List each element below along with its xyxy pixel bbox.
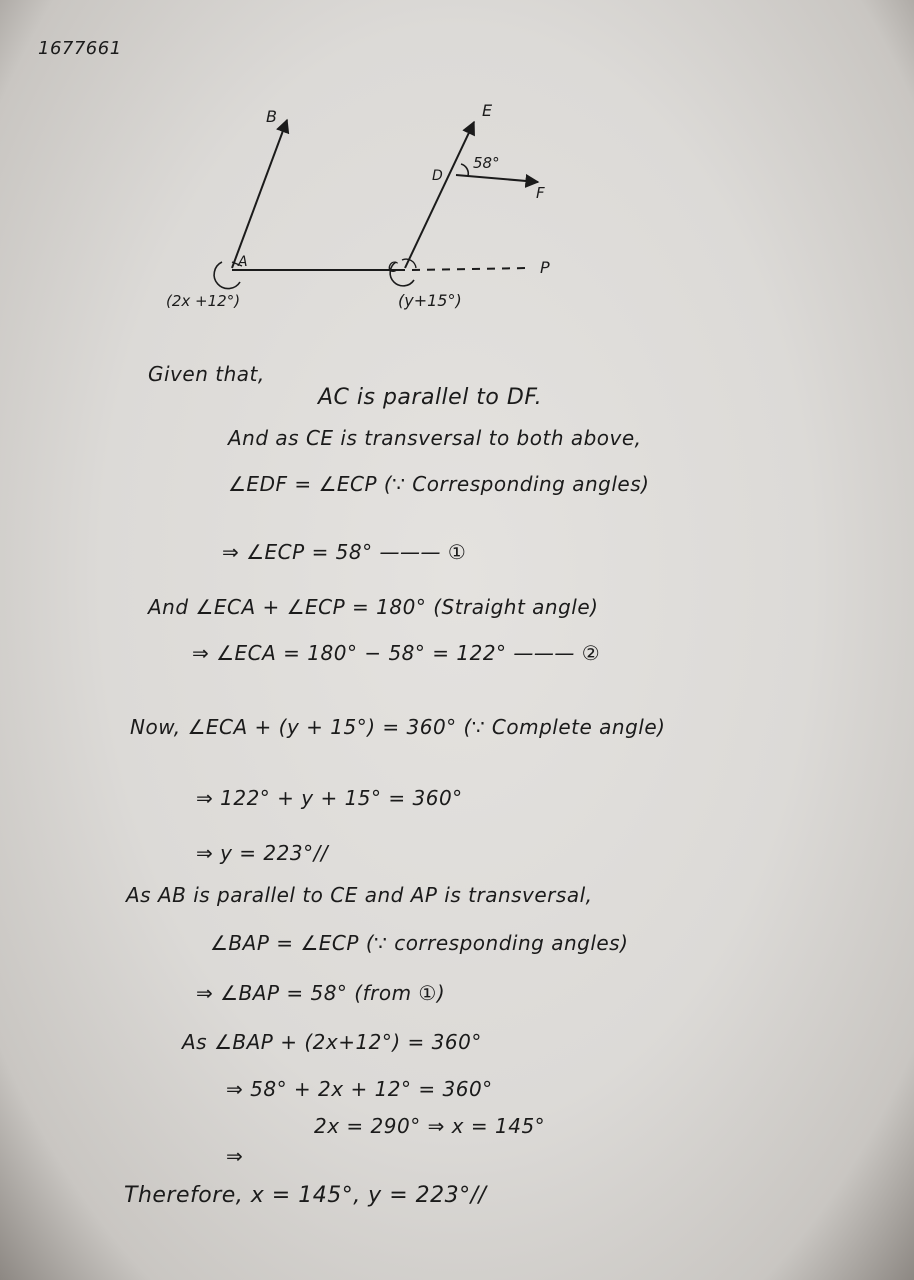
text-line: ∠BAP = ∠ECP (∵ corresponding angles) — [210, 931, 629, 955]
text-line: AC is parallel to DF. — [318, 385, 543, 410]
label-b: B — [266, 107, 277, 126]
label-e: E — [482, 101, 493, 120]
angle-expression-a: (2x +12°) — [166, 292, 241, 310]
text-line: ⇒ y = 223°// — [196, 841, 329, 865]
angle-value-58: 58° — [473, 154, 500, 172]
text-line: 2x = 290° ⇒ x = 145° — [314, 1114, 546, 1138]
label-f: F — [536, 184, 545, 202]
label-c: C — [388, 260, 398, 276]
text-line: ⇒ — [226, 1144, 244, 1168]
label-p: P — [540, 258, 550, 277]
label-a: A — [238, 254, 248, 270]
text-line: As AB is parallel to CE and AP is transversal, — [126, 883, 593, 907]
angle-arc-edf — [461, 164, 468, 176]
text-line: ⇒ ∠ECP = 58° ——— ① — [222, 540, 467, 564]
text-line: ⇒ 58° + 2x + 12° = 360° — [226, 1077, 493, 1101]
reflex-angle-arc-a — [214, 262, 240, 289]
text-line: Now, ∠ECA + (y + 15°) = 360° (∵ Complete angle) — [130, 715, 666, 739]
text-line: Given that, — [148, 362, 265, 386]
angle-expression-c: (y+15°) — [398, 291, 462, 310]
ray-ab — [232, 120, 287, 268]
page-id: 1677661 — [38, 38, 122, 59]
text-line: Therefore, x = 145°, y = 223°// — [124, 1183, 487, 1208]
text-line: And as CE is transversal to both above, — [228, 426, 642, 450]
text-line: And ∠ECA + ∠ECP = 180° (Straight angle) — [148, 595, 599, 619]
text-line: As ∠BAP + (2x+12°) = 360° — [182, 1030, 482, 1054]
label-d: D — [432, 168, 443, 184]
text-line: ∠EDF = ∠ECP (∵ Corresponding angles) — [228, 472, 650, 496]
text-line: ⇒ 122° + y + 15° = 360° — [196, 786, 463, 810]
geometry-diagram — [0, 0, 914, 340]
ray-ce — [405, 122, 474, 268]
text-line: ⇒ ∠BAP = 58° (from ①) — [196, 981, 446, 1005]
text-line: ⇒ ∠ECA = 180° − 58° = 122° ——— ② — [192, 641, 601, 665]
dashed-ray-cp — [412, 268, 528, 270]
